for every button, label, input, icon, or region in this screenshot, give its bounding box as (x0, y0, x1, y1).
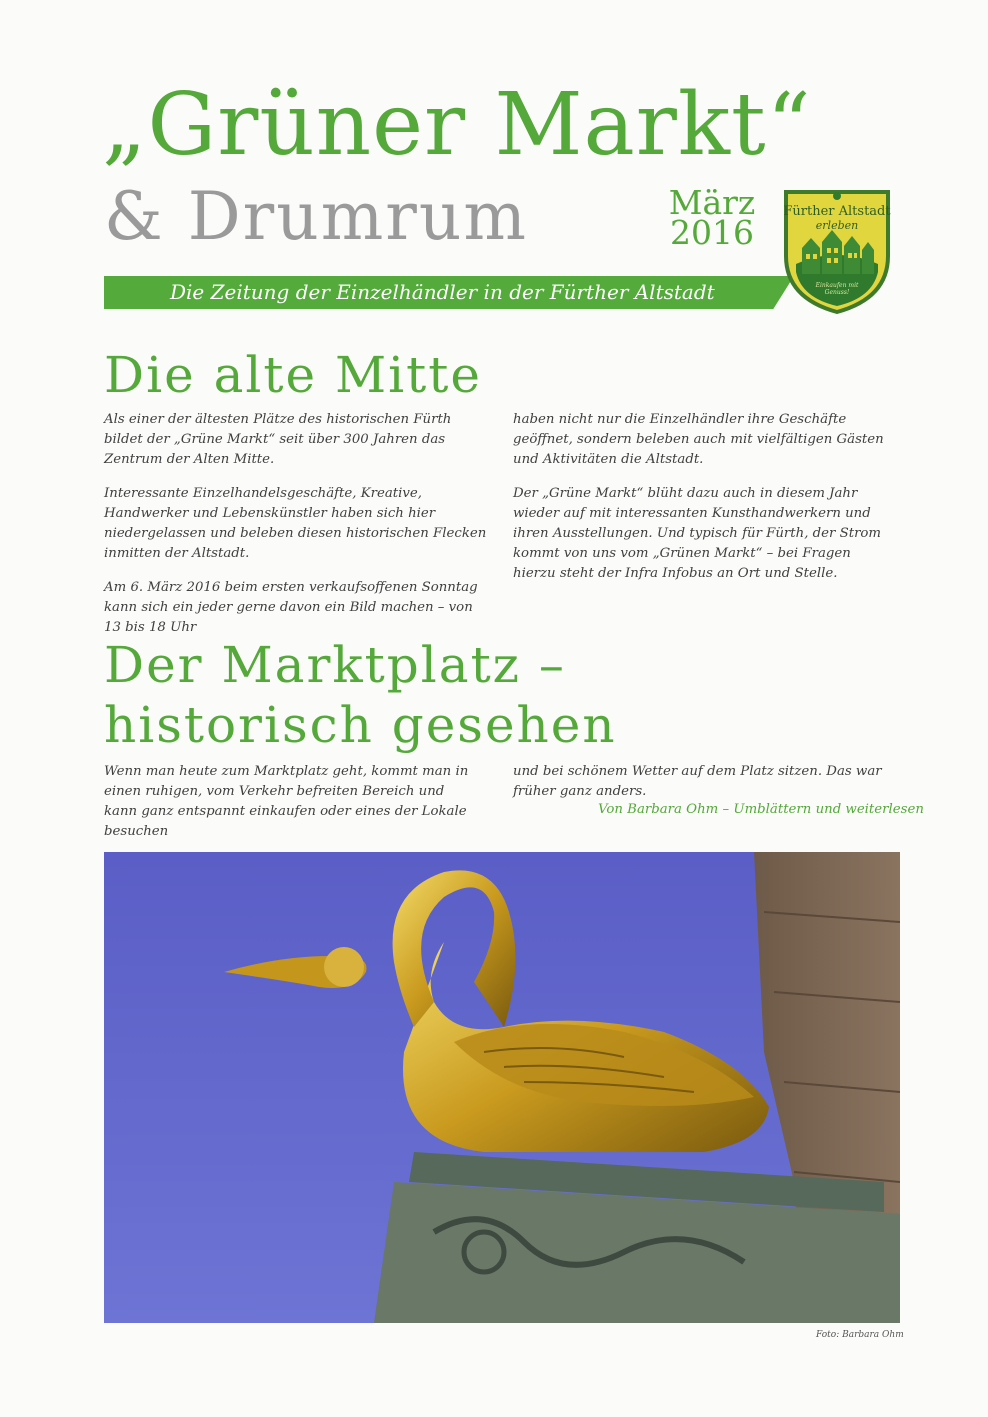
issue-month: März (668, 183, 756, 222)
golden-swan-photo (104, 852, 900, 1323)
badge-slogan: Einkaufen mit Genuss! (815, 282, 859, 296)
altstadt-logo-badge (782, 186, 892, 316)
section-heading-alte-mitte: Die alte Mitte (104, 346, 482, 404)
section-heading-marktplatz-line2: historisch gesehen (104, 696, 617, 754)
article-column-left (104, 410, 488, 652)
paragraph: Interessante Einzelhandelsgeschäfte, Kreative, Handwerker und Lebenskünstler haben sich hier niedergelassen und beleben diesen historischen Flecken inmitten der Altstadt. (104, 486, 487, 561)
badge-subtitle: erleben (815, 219, 859, 232)
badge-title: Fürther Altstadt (783, 204, 891, 219)
issue-year: 2016 (670, 213, 754, 252)
swan-sculpture-image (104, 852, 900, 1323)
issue-date (664, 183, 760, 252)
photo-credit: Foto: Barbara Ohm (816, 1330, 904, 1340)
paragraph: Als einer der ältesten Plätze des historischen Fürth bildet der „Grüne Markt“ seit über 300 Jahren das Zentrum der Alten Mitte. (104, 412, 452, 467)
section-heading-marktplatz-line1: Der Marktplatz – (104, 636, 566, 694)
article-column-right (513, 410, 897, 598)
author-byline: Von Barbara Ohm – Umblättern und weiterlesen (598, 802, 924, 817)
paragraph: Wenn man heute zum Marktplatz geht, kommt man in einen ruhigen, vom Verkehr befreiten Bereich und kann ganz entspannt einkaufen oder eines der Lokale besuchen (104, 764, 469, 839)
masthead-title: „Grüner Markt“ (102, 75, 812, 175)
paragraph: haben nicht nur die Einzelhändler ihre Geschäfte geöffnet, sondern beleben auch mit vielfältigen Gästen und Aktivitäten die Altstadt. (513, 412, 884, 467)
paragraph: Der „Grüne Markt“ blüht dazu auch in diesem Jahr wieder auf mit interessanten Kunsthandwerkern und ihren Ausstellungen. Und typisch für Fürth, der Strom kommt von uns vom „Grünen Markt“ – bei Fragen hierzu steht der Infra Infobus an Ort und Stelle. (513, 486, 882, 581)
masthead-subtitle-drumrum: & Drumrum (104, 178, 528, 255)
paragraph: Am 6. März 2016 beim ersten verkaufsoffenen Sonntag kann sich ein jeder gerne davon ein Bild machen – von 13 bis 18 Uhr (104, 580, 478, 635)
paragraph: und bei schönem Wetter auf dem Platz sitzen. Das war früher ganz anders. (513, 764, 882, 799)
teaser-column-left (104, 762, 472, 856)
subtitle-text: Die Zeitung der Einzelhändler in der Fürther Altstadt (170, 280, 715, 304)
